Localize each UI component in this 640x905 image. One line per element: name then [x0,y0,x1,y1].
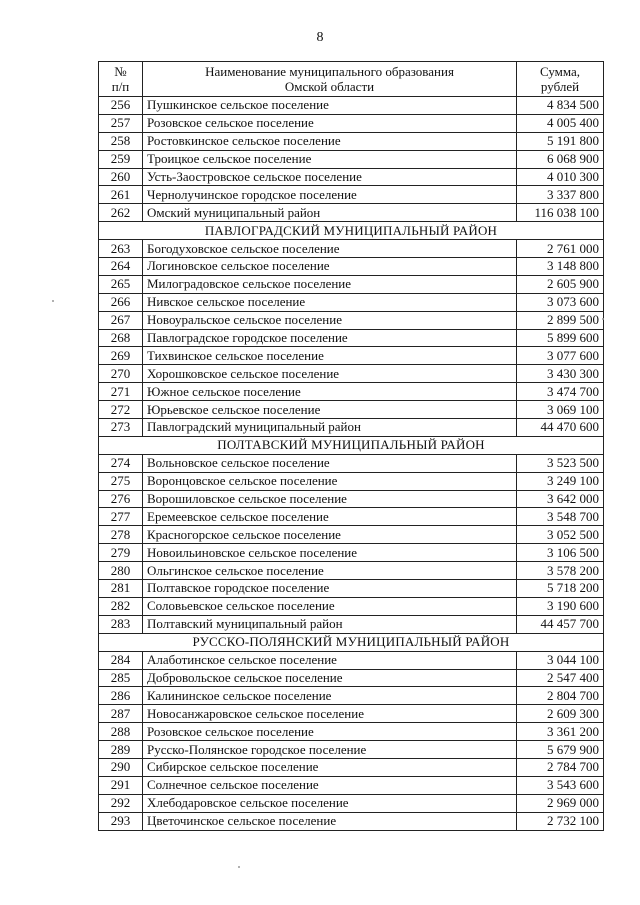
column-header-number-line1: № [114,64,127,79]
row-number: 264 [99,258,143,276]
budget-table [98,61,604,831]
municipality-name: Воронцовское сельское поселение [143,472,517,490]
municipality-name: Русско-Полянское городское поселение [143,741,517,759]
row-number: 284 [99,651,143,669]
municipality-name: Хлебодаровское сельское поселение [143,794,517,812]
row-number: 277 [99,508,143,526]
amount: 2 732 100 [517,812,604,830]
table-row [99,597,604,615]
amount: 4 010 300 [517,168,604,186]
column-header-sum-line1: Сумма, [539,64,581,79]
table-row [99,186,604,204]
municipality-name: Хорошковское сельское поселение [143,365,517,383]
municipality-name: Нивское сельское поселение [143,293,517,311]
row-number: 260 [99,168,143,186]
column-header-number-line2: п/п [111,79,130,94]
amount: 3 148 800 [517,258,604,276]
amount: 2 784 700 [517,758,604,776]
municipality-name: Ольгинское сельское поселение [143,562,517,580]
row-number: 271 [99,383,143,401]
amount: 3 578 200 [517,562,604,580]
municipality-name: Новоуральское сельское поселение [143,311,517,329]
amount: 3 106 500 [517,544,604,562]
municipality-name: Логиновское сельское поселение [143,258,517,276]
row-number: 283 [99,615,143,633]
row-number: 290 [99,758,143,776]
section-title: ПАВЛОГРАДСКИЙ МУНИЦИПАЛЬНЫЙ РАЙОН [99,222,604,240]
table-row [99,97,604,115]
municipality-name: Юрьевское сельское поселение [143,401,517,419]
municipality-name: Южное сельское поселение [143,383,517,401]
section-header-row [99,633,604,651]
section-header-row [99,436,604,454]
amount: 3 361 200 [517,723,604,741]
municipality-name: Богодуховское сельское поселение [143,240,517,258]
municipality-name: Павлоградское городское поселение [143,329,517,347]
column-header-name-line1: Наименование муниципального образования [205,64,454,79]
table-row [99,419,604,437]
amount: 4 834 500 [517,97,604,115]
row-number: 272 [99,401,143,419]
section-title: РУССКО-ПОЛЯНСКИЙ МУНИЦИПАЛЬНЫЙ РАЙОН [99,633,604,651]
section-header-row [99,222,604,240]
row-number: 275 [99,472,143,490]
municipality-name: Калининское сельское поселение [143,687,517,705]
amount: 3 474 700 [517,383,604,401]
table-row [99,240,604,258]
municipality-name: Полтавское городское поселение [143,580,517,598]
row-number: 291 [99,776,143,794]
table-row [99,150,604,168]
row-number: 282 [99,597,143,615]
amount: 3 430 300 [517,365,604,383]
municipality-name: Розовское сельское поселение [143,723,517,741]
amount: 5 899 600 [517,329,604,347]
municipality-name: Розовское сельское поселение [143,114,517,132]
table-row [99,454,604,472]
amount: 3 073 600 [517,293,604,311]
amount: 116 038 100 [517,204,604,222]
amount: 3 548 700 [517,508,604,526]
page-number: 8 [316,30,324,45]
municipality-name: Добровольское сельское поселение [143,669,517,687]
municipality-name: Вольновское сельское поселение [143,454,517,472]
municipality-name: Павлоградский муниципальный район [143,419,517,437]
municipality-name: Сибирское сельское поселение [143,758,517,776]
row-number: 292 [99,794,143,812]
row-number: 263 [99,240,143,258]
amount: 5 718 200 [517,580,604,598]
table-row [99,365,604,383]
municipality-name: Чернолучинское городское поселение [143,186,517,204]
table-row [99,580,604,598]
row-number: 268 [99,329,143,347]
row-number: 269 [99,347,143,365]
table-row [99,741,604,759]
row-number: 256 [99,97,143,115]
municipality-name: Еремеевское сельское поселение [143,508,517,526]
municipality-name: Соловьевское сельское поселение [143,597,517,615]
row-number: 287 [99,705,143,723]
municipality-name: Ростовкинское сельское поселение [143,132,517,150]
amount: 2 547 400 [517,669,604,687]
row-number: 266 [99,293,143,311]
municipality-name: Полтавский муниципальный район [143,615,517,633]
row-number: 280 [99,562,143,580]
table-body [99,97,604,831]
amount: 2 969 000 [517,794,604,812]
amount: 3 642 000 [517,490,604,508]
amount: 3 543 600 [517,776,604,794]
scan-speck [52,300,54,302]
amount: 3 052 500 [517,526,604,544]
row-number: 274 [99,454,143,472]
amount: 2 605 900 [517,275,604,293]
municipality-name: Новоильиновское сельское поселение [143,544,517,562]
row-number: 281 [99,580,143,598]
table-row [99,114,604,132]
table-row [99,723,604,741]
amount: 2 804 700 [517,687,604,705]
column-header-number [99,62,143,97]
table-row [99,293,604,311]
row-number: 288 [99,723,143,741]
table-row [99,705,604,723]
municipality-name: Троицкое сельское поселение [143,150,517,168]
municipality-name: Ворошиловское сельское поселение [143,490,517,508]
column-header-sum [517,62,604,97]
table-row [99,794,604,812]
table-row [99,275,604,293]
table-row [99,204,604,222]
table-header-row [99,62,604,97]
amount: 3 044 100 [517,651,604,669]
amount: 4 005 400 [517,114,604,132]
amount: 44 470 600 [517,419,604,437]
table-row [99,562,604,580]
amount: 3 069 100 [517,401,604,419]
column-header-name [143,62,517,97]
table-row [99,651,604,669]
table-row [99,508,604,526]
municipality-name: Пушкинское сельское поселение [143,97,517,115]
row-number: 258 [99,132,143,150]
table-row [99,615,604,633]
table-row [99,401,604,419]
amount: 3 337 800 [517,186,604,204]
row-number: 262 [99,204,143,222]
table-row [99,758,604,776]
municipality-name: Усть-Заостровское сельское поселение [143,168,517,186]
amount: 3 249 100 [517,472,604,490]
table-row [99,383,604,401]
table-row [99,311,604,329]
row-number: 293 [99,812,143,830]
row-number: 259 [99,150,143,168]
scan-speck [602,318,604,320]
table-row [99,132,604,150]
row-number: 276 [99,490,143,508]
row-number: 279 [99,544,143,562]
amount: 3 077 600 [517,347,604,365]
row-number: 265 [99,275,143,293]
municipality-name: Красногорское сельское поселение [143,526,517,544]
municipality-name: Солнечное сельское поселение [143,776,517,794]
row-number: 257 [99,114,143,132]
table-row [99,544,604,562]
table-row [99,329,604,347]
section-title: ПОЛТАВСКИЙ МУНИЦИПАЛЬНЫЙ РАЙОН [99,436,604,454]
amount: 3 190 600 [517,597,604,615]
table-row [99,776,604,794]
column-header-name-line2: Омской области [284,79,375,94]
municipality-name: Алаботинское сельское поселение [143,651,517,669]
table-row [99,168,604,186]
amount: 5 191 800 [517,132,604,150]
table-row [99,812,604,830]
municipality-name: Омский муниципальный район [143,204,517,222]
amount: 44 457 700 [517,615,604,633]
scan-speck [238,866,240,868]
row-number: 261 [99,186,143,204]
table-row [99,526,604,544]
row-number: 285 [99,669,143,687]
table-row [99,490,604,508]
row-number: 286 [99,687,143,705]
row-number: 273 [99,419,143,437]
amount: 3 523 500 [517,454,604,472]
table-row [99,258,604,276]
row-number: 267 [99,311,143,329]
municipality-name: Новосанжаровское сельское поселение [143,705,517,723]
amount: 2 761 000 [517,240,604,258]
row-number: 289 [99,741,143,759]
row-number: 278 [99,526,143,544]
municipality-name: Милоградовское сельское поселение [143,275,517,293]
municipality-name: Цветочинское сельское поселение [143,812,517,830]
municipality-name: Тихвинское сельское поселение [143,347,517,365]
amount: 2 609 300 [517,705,604,723]
table-row [99,687,604,705]
table-row [99,669,604,687]
amount: 6 068 900 [517,150,604,168]
amount: 2 899 500 [517,311,604,329]
table-row [99,347,604,365]
column-header-sum-line2: рублей [540,79,580,94]
amount: 5 679 900 [517,741,604,759]
table-row [99,472,604,490]
row-number: 270 [99,365,143,383]
